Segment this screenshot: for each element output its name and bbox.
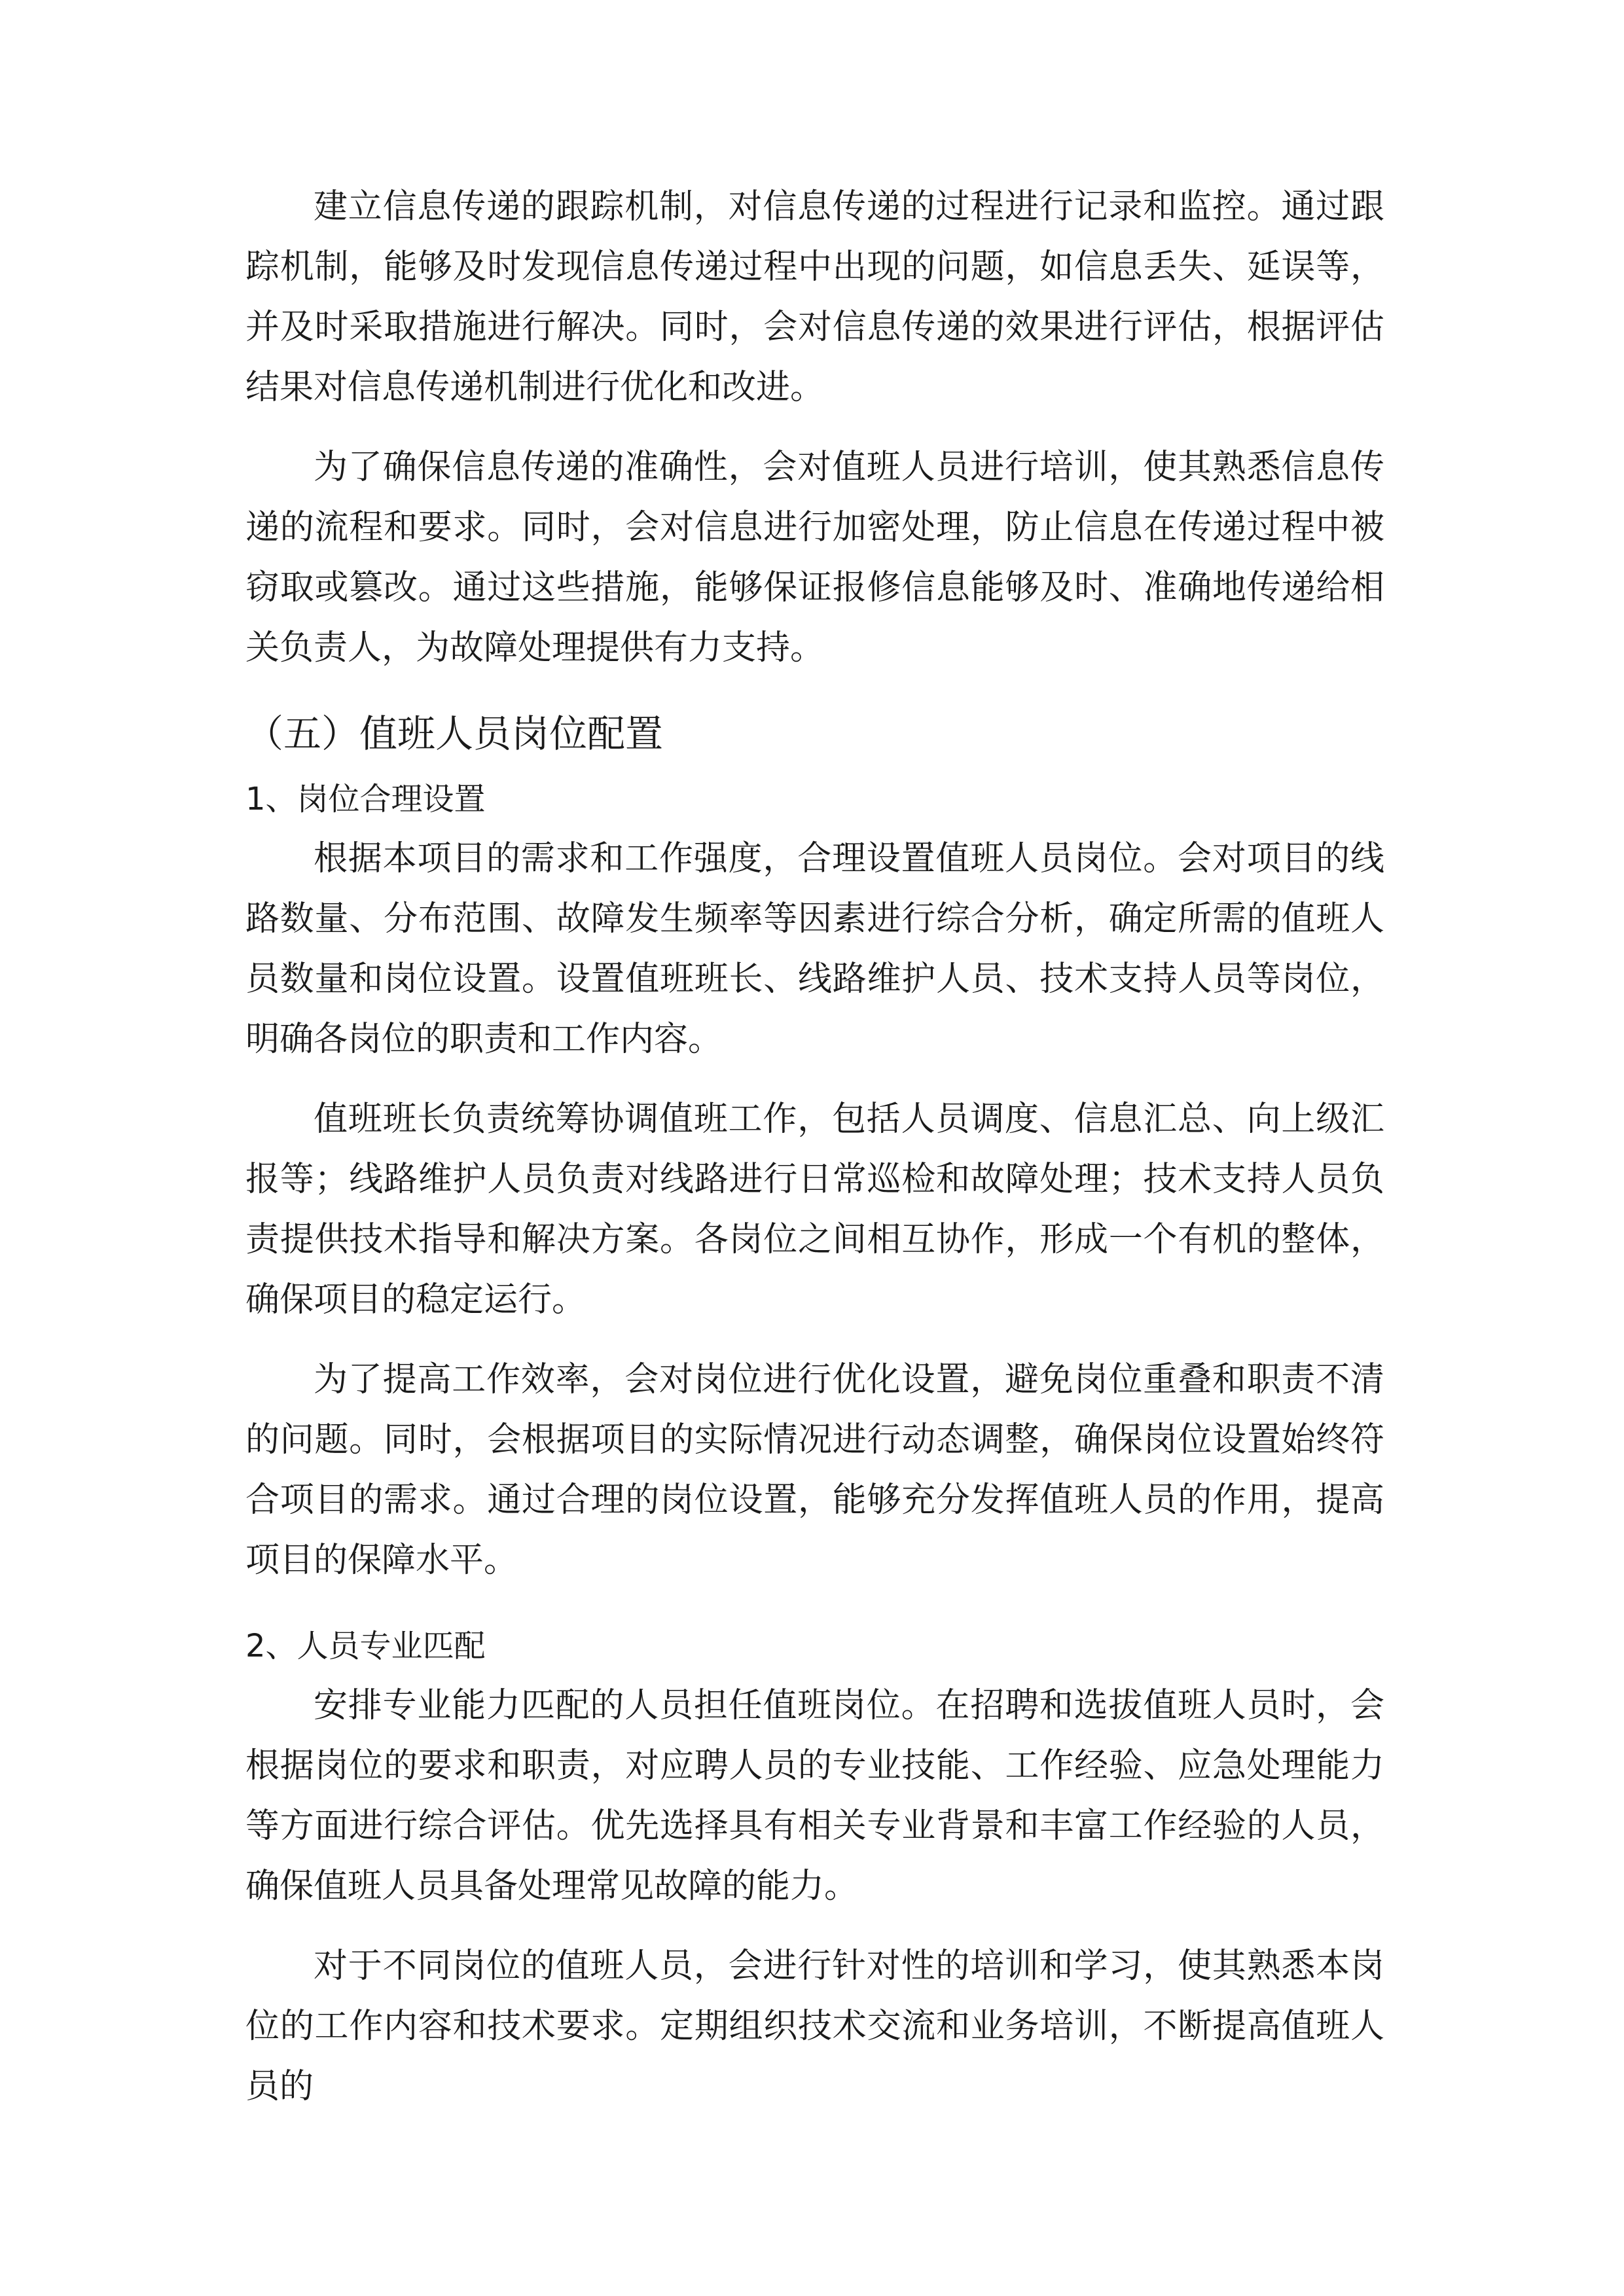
paragraph-targeted-training: 对于不同岗位的值班人员，会进行针对性的培训和学习，使其熟悉本岗位的工作内容和技术要求。定期组织技术交流和业务培训，不断提高值班人员的: [245, 1946, 1384, 2106]
subsection-heading-position-setup: 1、岗位合理设置: [245, 781, 486, 817]
spacer: [245, 1610, 1384, 1617]
paragraph-skill-matching: 安排专业能力匹配的人员担任值班岗位。在招聘和选拔值班人员时，会根据岗位的要求和职责，对应聘人员的专业技能、工作经验、应急处理能力等方面进行综合评估。优先选择具有相关专业背景和丰富工作经验的人员，确保值班人员具备处理常见故障的能力。: [245, 1686, 1384, 1906]
paragraph-tracking-mechanism: 建立信息传递的跟踪机制，对信息传递的过程进行记录和监控。通过跟踪机制，能够及时发现信息传递过程中出现的问题，如信息丢失、延误等，并及时采取措施进行解决。同时，会对信息传递的效果进行评估，根据评估结果对信息传递机制进行优化和改进。: [245, 187, 1384, 407]
paragraph-transmission-accuracy: 为了确保信息传递的准确性，会对值班人员进行培训，使其熟悉信息传递的流程和要求。同时，会对信息进行加密处理，防止信息在传递过程中被窃取或篡改。通过这些措施，能够保证报修信息能够及时、准确地传递给相关负责人，为故障处理提供有力支持。: [245, 448, 1384, 668]
subsection-heading-skill-matching: 2、人员专业匹配: [245, 1628, 486, 1664]
paragraph-position-setup: 根据本项目的需求和工作强度，合理设置值班人员岗位。会对项目的线路数量、分布范围、故障发生频率等因素进行综合分析，确定所需的值班人员数量和岗位设置。设置值班班长、线路维护人员、技术支持人员等岗位，明确各岗位的职责和工作内容。: [245, 839, 1384, 1059]
paragraph-position-optimization: 为了提高工作效率，会对岗位进行优化设置，避免岗位重叠和职责不清的问题。同时，会根据项目的实际情况进行动态调整，确保岗位设置始终符合项目的需求。通过合理的岗位设置，能够充分发挥值班人员的作用，提高项目的保障水平。: [245, 1360, 1384, 1580]
paragraph-role-duties: 值班班长负责统筹协调值班工作，包括人员调度、信息汇总、向上级汇报等；线路维护人员负责对线路进行日常巡检和故障处理；技术支持人员负责提供技术指导和解决方案。各岗位之间相互协作，形成一个有机的整体，确保项目的稳定运行。: [245, 1100, 1384, 1319]
section-heading-duty-staff-positions: （五）值班人员岗位配置: [245, 711, 664, 756]
page-content: [245, 177, 1384, 2136]
